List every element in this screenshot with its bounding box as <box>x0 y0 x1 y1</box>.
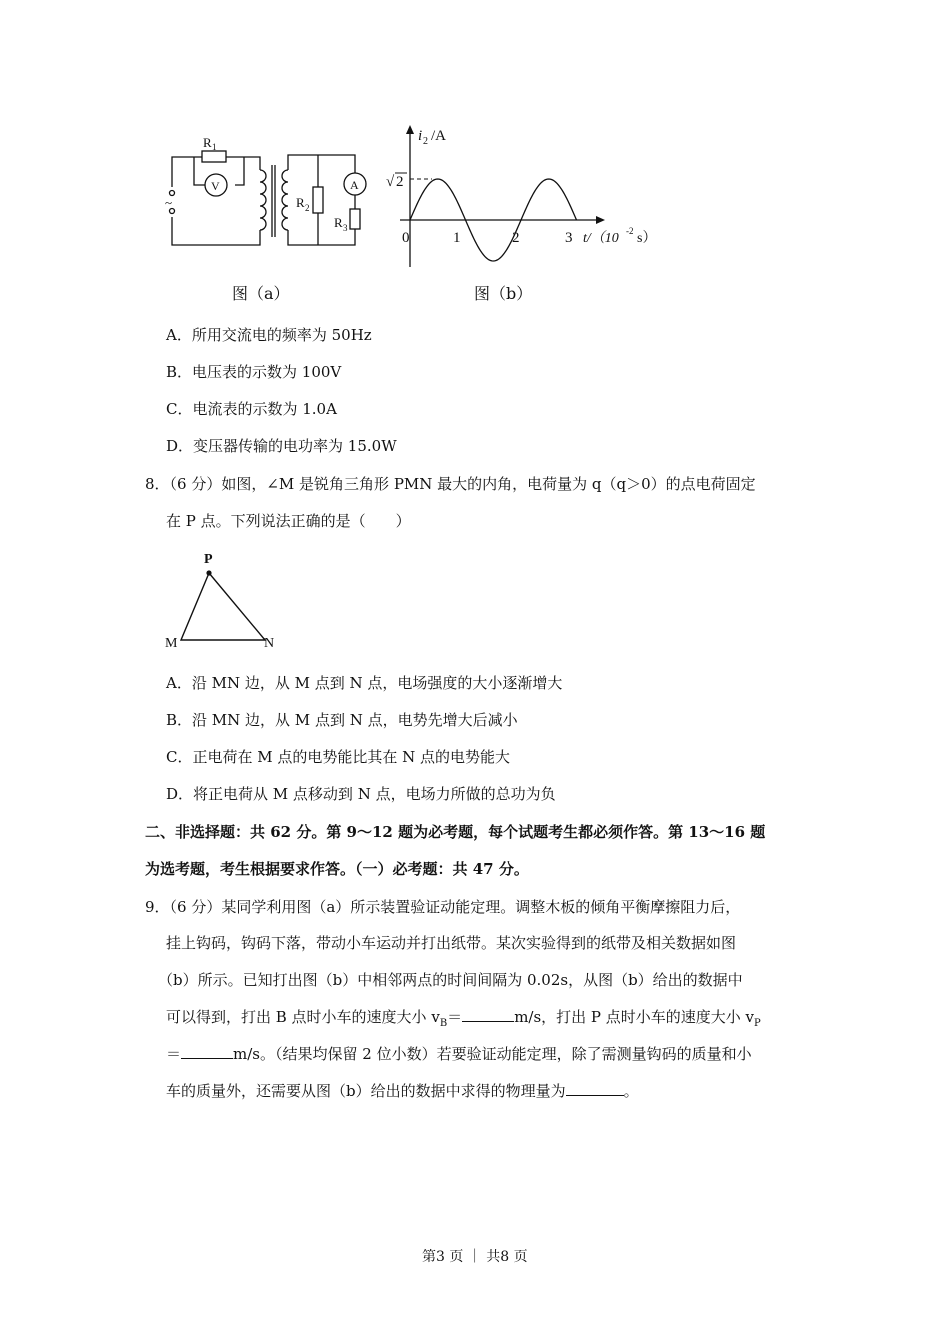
q9-equals-2: ＝ <box>166 1045 182 1063</box>
section2-heading-line2: 为选考题，考生根据要求作答。（一）必考题：共 47 分。 <box>145 860 529 878</box>
r2-subscript: 2 <box>305 203 310 213</box>
q9-line2: 挂上钩码，钩码下落，带动小车运动并打出纸带。某次实验得到的纸带及相关数据如图 <box>166 934 737 952</box>
q7-option-a: A．所用交流电的频率为 50Hz <box>166 326 372 344</box>
amplitude-radical: √ <box>386 174 395 190</box>
r1-subscript: 1 <box>212 142 217 152</box>
q8-option-a: A．沿 MN 边，从 M 点到 N 点，电场强度的大小逐渐增大 <box>166 674 563 692</box>
answer-blank-quantity[interactable] <box>566 1081 624 1096</box>
r3-subscript: 3 <box>343 223 348 233</box>
x-tick-label: 3 <box>565 230 573 246</box>
q7-option-b: B．电压表的示数为 100V <box>166 363 342 381</box>
ammeter-label: A <box>350 178 359 192</box>
point-m-label: M <box>165 636 178 651</box>
q9-line4-text2: m/s，打出 P 点时小车的速度大小 v <box>514 1008 755 1026</box>
answer-blank-vp[interactable] <box>181 1044 233 1059</box>
vp-subscript: P <box>754 1018 761 1029</box>
vb-subscript: B <box>439 1018 448 1029</box>
page-footer: 第3 页 ｜ 共8 页 <box>422 1249 528 1265</box>
figure-b-caption: 图（b） <box>474 284 533 303</box>
x-axis-label: t/（10 <box>583 231 619 246</box>
q9-line6-text: 车的质量外，还需要从图（b）给出的数据中求得的物理量为 <box>166 1082 566 1100</box>
q9-line6 <box>166 1080 639 1101</box>
r2-label: R <box>296 195 305 210</box>
q8-stem-line1: 8．（6 分）如图，∠M 是锐角三角形 PMN 最大的内角，电荷量为 q（q＞0）的点电荷固定 <box>145 475 756 493</box>
q8-option-d: D．将正电荷从 M 点移动到 N 点，电场力所做的总功为负 <box>166 785 556 803</box>
point-p-label: P <box>204 552 213 567</box>
q9-equals: ＝ <box>447 1008 463 1026</box>
y-axis-subscript: 2 <box>423 136 428 147</box>
q8-stem-line2: 在 P 点。下列说法正确的是（ ） <box>166 512 411 530</box>
q9-line3: （b）所示。已知打出图（b）中相邻两点的时间间隔为 0.02s，从图（b）给出的数据中 <box>158 971 743 989</box>
q9-line1: 9．（6 分）某同学利用图（a）所示装置验证动能定理。调整木板的倾角平衡摩擦阻力后， <box>145 898 741 916</box>
point-n-label: N <box>264 636 275 651</box>
ac-source-symbol: ~ <box>165 195 173 210</box>
y-axis-label: i <box>418 128 423 144</box>
origin-label: 0 <box>402 230 410 246</box>
q7-option-c: C．电流表的示数为 1.0A <box>166 400 337 418</box>
r1-label: R <box>203 135 212 150</box>
q9-line5 <box>166 1043 752 1064</box>
q9-line4 <box>166 1006 761 1029</box>
y-axis-unit: /A <box>431 128 446 144</box>
triangle-pmn-figure <box>160 546 290 652</box>
x-tick-label: 1 <box>453 230 461 246</box>
figure-b-chart <box>360 122 660 272</box>
x-axis-exponent: -2 <box>626 226 634 236</box>
q8-option-c: C．正电荷在 M 点的电势能比其在 N 点的电势能大 <box>166 748 511 766</box>
section2-heading-line1: 二、非选择题：共 62 分。第 9～12 题为必考题，每个试题考生都必须作答。第 13～16 题 <box>145 823 766 841</box>
voltmeter-label: V <box>211 179 220 193</box>
q9-period: 。 <box>623 1082 639 1100</box>
answer-blank-vb[interactable] <box>462 1007 514 1022</box>
r3-label: R <box>334 215 343 230</box>
x-tick-label: 2 <box>512 230 520 246</box>
q9-line4-text: 可以得到，打出 B 点时小车的速度大小 v <box>166 1008 440 1026</box>
q9-line5-text: m/s。（结果均保留 2 位小数）若要验证动能定理，除了需测量钩码的质量和小 <box>233 1045 752 1063</box>
figure-a-circuit <box>160 125 380 255</box>
x-axis-unit: s） <box>637 231 657 246</box>
q7-option-d: D．变压器传输的电功率为 15.0W <box>166 437 397 455</box>
amplitude-label: 2 <box>396 174 404 190</box>
figure-a-caption: 图（a） <box>232 284 290 303</box>
q8-option-b: B．沿 MN 边，从 M 点到 N 点，电势先增大后减小 <box>166 711 518 729</box>
